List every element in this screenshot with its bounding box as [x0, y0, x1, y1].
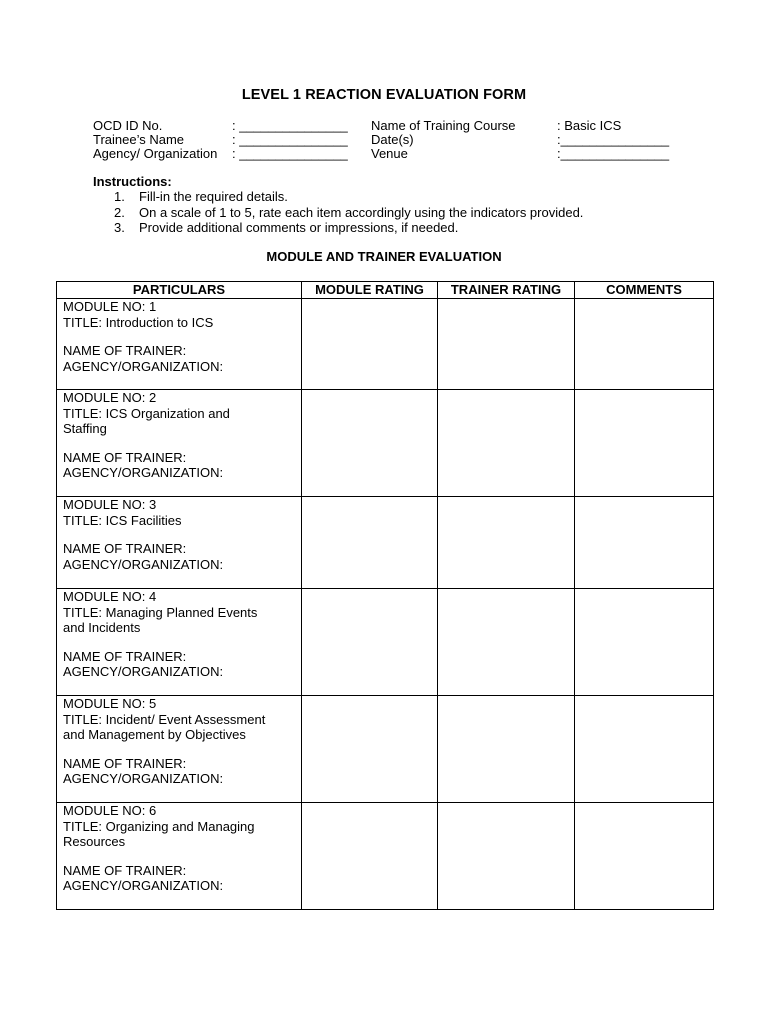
table-row	[57, 696, 714, 803]
instruction-number: 3.	[114, 220, 125, 235]
module-title: TITLE: ICS Facilities	[63, 512, 182, 528]
table-row	[57, 299, 714, 390]
module-title: TITLE: Incident/ Event Assessment	[63, 711, 266, 727]
venue-field[interactable]: :_______________	[557, 146, 670, 161]
header-row	[0, 118, 768, 133]
column-header-particulars: PARTICULARS	[57, 282, 302, 299]
particulars-cell	[57, 696, 302, 803]
comments-cell[interactable]	[575, 497, 714, 589]
header-row	[0, 146, 768, 161]
agency-label: AGENCY/ORGANIZATION:	[63, 358, 224, 374]
module-title-continued: Resources	[63, 834, 126, 849]
table-row	[57, 390, 714, 497]
trainer-rating-cell[interactable]	[438, 299, 575, 390]
trainer-name-label: NAME OF TRAINER:	[63, 648, 187, 664]
instruction-number: 1.	[114, 189, 125, 204]
agency-label: Agency/ Organization	[93, 146, 218, 161]
module-title: TITLE: Organizing and Managing	[63, 818, 255, 834]
trainer-name-label: NAME OF TRAINER:	[63, 343, 187, 358]
dates-label: Date(s)	[371, 132, 414, 147]
particulars-cell	[57, 497, 302, 589]
module-number: MODULE NO: 4	[63, 589, 157, 604]
header-row	[0, 132, 768, 147]
section-title: MODULE AND TRAINER EVALUATION	[266, 249, 502, 264]
module-rating-cell[interactable]	[302, 497, 438, 589]
module-rating-cell[interactable]	[302, 803, 438, 910]
module-title: TITLE: Introduction to ICS	[63, 314, 214, 330]
trainer-rating-cell[interactable]	[438, 803, 575, 910]
trainer-rating-cell[interactable]	[438, 696, 575, 803]
agency-label: AGENCY/ORGANIZATION:	[63, 878, 224, 893]
training-course-label: Name of Training Course	[371, 118, 516, 133]
instructions-heading: Instructions:	[93, 174, 172, 189]
agency-label: AGENCY/ORGANIZATION:	[63, 771, 224, 786]
module-title-continued: Staffing	[63, 421, 107, 436]
trainer-rating-cell[interactable]	[438, 497, 575, 589]
comments-cell[interactable]	[575, 803, 714, 910]
trainer-name-label: NAME OF TRAINER:	[63, 862, 187, 878]
module-number: MODULE NO: 1	[63, 299, 157, 314]
ocd-id-label: OCD ID No.	[93, 118, 163, 133]
trainer-name-label: NAME OF TRAINER:	[63, 449, 187, 465]
trainer-name-label: NAME OF TRAINER:	[63, 541, 187, 556]
instruction-text: On a scale of 1 to 5, rate each item accordingly using the indicators provided.	[139, 204, 584, 220]
training-course-value: : Basic ICS	[557, 118, 622, 133]
column-header-module-rating: MODULE RATING	[302, 282, 438, 299]
venue-label: Venue	[371, 146, 408, 161]
comments-cell[interactable]	[575, 589, 714, 696]
module-title: TITLE: ICS Organization and	[63, 405, 230, 421]
trainee-name-field[interactable]: : _______________	[232, 132, 348, 147]
instruction-text: Provide additional comments or impressions, if needed.	[139, 220, 459, 235]
table-row	[57, 497, 714, 589]
module-rating-cell[interactable]	[302, 299, 438, 390]
trainer-name-label: NAME OF TRAINER:	[63, 755, 187, 771]
particulars-cell	[57, 390, 302, 497]
module-number: MODULE NO: 5	[63, 696, 157, 711]
form-title: LEVEL 1 REACTION EVALUATION FORM	[241, 87, 527, 103]
comments-cell[interactable]	[575, 696, 714, 803]
agency-label: AGENCY/ORGANIZATION:	[63, 465, 224, 480]
agency-label: AGENCY/ORGANIZATION:	[63, 556, 224, 572]
agency-field[interactable]: : _______________	[232, 146, 348, 161]
module-number: MODULE NO: 2	[63, 390, 157, 405]
particulars-cell	[57, 589, 302, 696]
module-title-continued: and Incidents	[63, 620, 141, 635]
particulars-cell	[57, 299, 302, 390]
trainer-rating-cell[interactable]	[438, 589, 575, 696]
comments-cell[interactable]	[575, 299, 714, 390]
instruction-text: Fill-in the required details.	[139, 189, 288, 204]
module-title: TITLE: Managing Planned Events	[63, 604, 258, 620]
trainee-name-label: Trainee’s Name	[93, 132, 185, 147]
table-header-row	[57, 282, 714, 299]
particulars-cell	[57, 803, 302, 910]
table-row	[57, 589, 714, 696]
evaluation-table	[56, 281, 714, 910]
instruction-number: 2.	[114, 204, 125, 220]
module-rating-cell[interactable]	[302, 390, 438, 497]
dates-field[interactable]: :_______________	[557, 132, 670, 147]
column-header-trainer-rating: TRAINER RATING	[438, 282, 575, 299]
trainer-rating-cell[interactable]	[438, 390, 575, 497]
module-number: MODULE NO: 3	[63, 497, 157, 512]
ocd-id-field[interactable]: : _______________	[232, 118, 348, 133]
comments-cell[interactable]	[575, 390, 714, 497]
column-header-comments: COMMENTS	[575, 282, 714, 299]
module-rating-cell[interactable]	[302, 589, 438, 696]
table-row	[57, 803, 714, 910]
module-rating-cell[interactable]	[302, 696, 438, 803]
module-number: MODULE NO: 6	[63, 803, 157, 818]
agency-label: AGENCY/ORGANIZATION:	[63, 664, 224, 679]
module-title-continued: and Management by Objectives	[63, 727, 246, 742]
